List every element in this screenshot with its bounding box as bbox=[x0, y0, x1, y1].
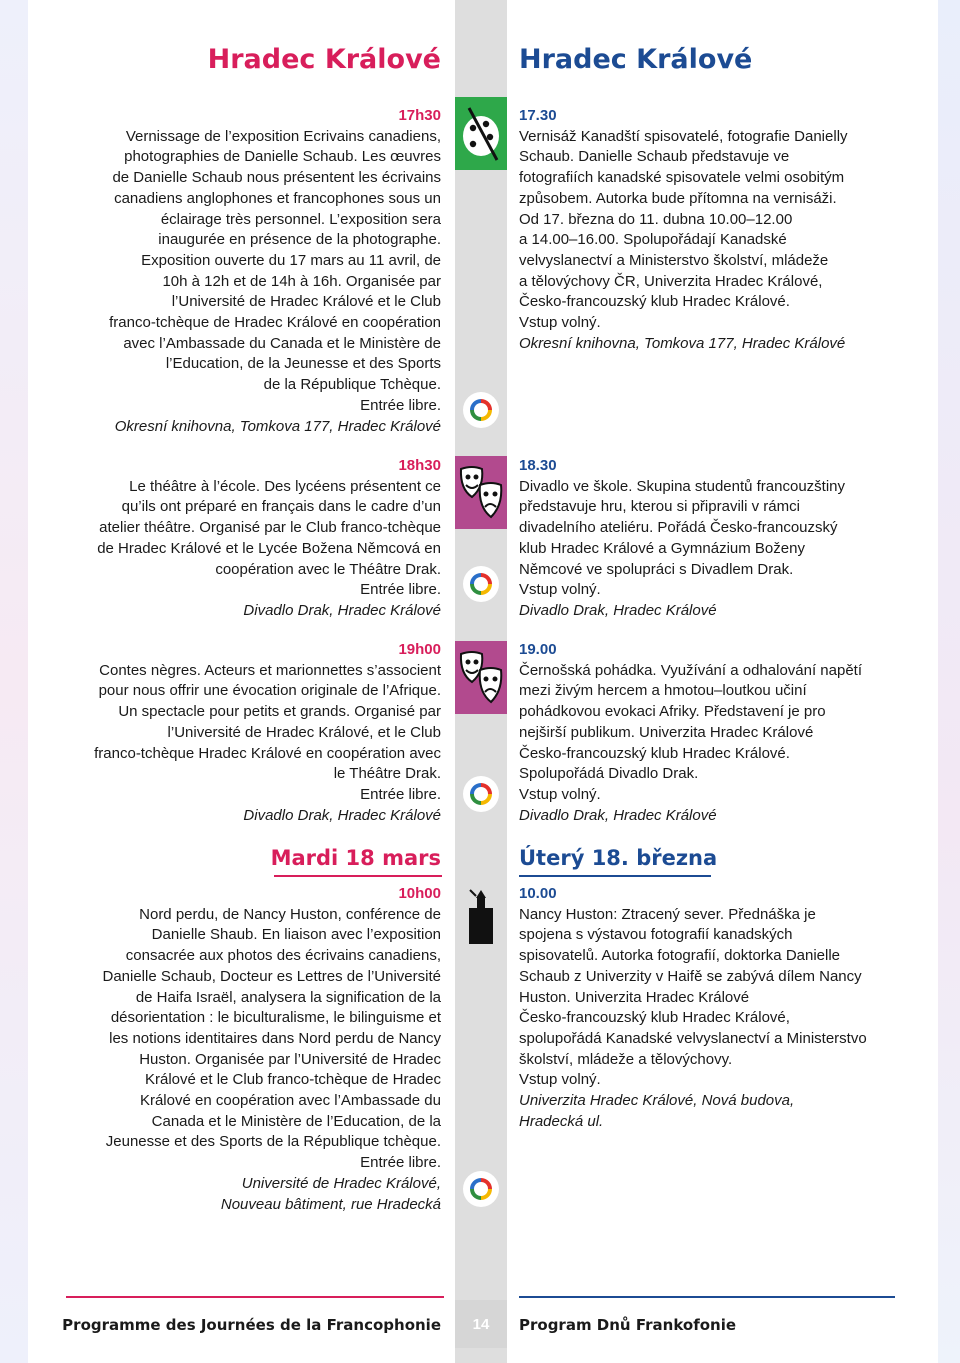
day-underline-left bbox=[274, 875, 442, 877]
event-right bbox=[519, 640, 909, 826]
event-line: qu’ils ont préparé en français dans le cadre d’un bbox=[121, 498, 441, 516]
footer-right-title: Program Dnů Frankofonie bbox=[519, 1316, 737, 1334]
event-line: de Haifa Israël, analysera la signification de la bbox=[135, 988, 441, 1006]
footer-rule-right bbox=[519, 1296, 895, 1298]
event-venue: Nouveau bâtiment, rue Hradecká bbox=[220, 1195, 441, 1213]
event-line: atelier théâtre. Organisé par le Club franco-tchèque bbox=[99, 519, 441, 537]
right-page-margin bbox=[938, 0, 960, 1363]
event-line: Huston. Organisée par l’Université de Hradec bbox=[139, 1050, 441, 1068]
event-line: 10h à 12h et de 14h à 16h. Organisée par bbox=[162, 272, 441, 290]
page-number: 14 bbox=[455, 1300, 507, 1348]
event-line: franco-tchèque Hradec Králové en coopération avec bbox=[94, 744, 441, 762]
event-time: 17h30 bbox=[398, 107, 441, 124]
event-line: Vernissage de l’exposition Ecrivains canadiens, bbox=[125, 127, 441, 145]
event-line: Jeunesse et des Sports de la République tchèque. bbox=[105, 1133, 441, 1151]
event-line: éclairage très personnel. L’exposition sera bbox=[160, 210, 441, 228]
event-venue: Hradecká ul. bbox=[519, 1112, 604, 1130]
page-title-right: Hradec Králové bbox=[519, 44, 753, 75]
event-right bbox=[519, 884, 909, 1132]
page-title-left: Hradec Králové bbox=[207, 44, 441, 75]
event-left bbox=[51, 884, 441, 1215]
event-line: Nord perdu, de Nancy Huston, conférence de bbox=[139, 905, 441, 923]
event-venue: Okresní knihovna, Tomkova 177, Hradec Králové bbox=[114, 417, 441, 435]
event-line: de Hradec Králové et le Lycée Božena Němcová en bbox=[97, 539, 441, 557]
microphone-icon bbox=[455, 882, 507, 950]
event-venue: Divadlo Drak, Hradec Králové bbox=[519, 806, 717, 824]
event-time: 17.30 bbox=[519, 107, 557, 124]
event-line: Černošská pohádka. Využívání a odhalování napětí bbox=[519, 661, 863, 679]
event-line: spojena s výstavou fotografií kanadských bbox=[519, 926, 793, 944]
event-line: les notions identitaires dans Nord perdu de Nancy bbox=[109, 1029, 441, 1047]
event-line: l’Education, de la Jeunesse et des Sports bbox=[165, 355, 441, 373]
event-line: le Théâtre Drak. bbox=[333, 765, 441, 783]
event-line: de la République Tchèque. bbox=[263, 376, 441, 394]
event-venue: Okresní knihovna, Tomkova 177, Hradec Králové bbox=[519, 334, 846, 352]
event-time: 18h30 bbox=[398, 457, 441, 474]
event-line: divadelního ateliéru. Pořádá Česko-francouzský bbox=[519, 519, 838, 537]
event-line: Králové en coopération avec l’Ambassade du bbox=[139, 1092, 441, 1110]
event-line: Exposition ouverte du 17 mars au 11 avril, de bbox=[141, 251, 441, 269]
event-line: a tělovýchovy ČR, Univerzita Hradec Králové, bbox=[519, 272, 823, 290]
event-line: Schaub. Danielle Schaub představuje ve bbox=[519, 148, 790, 166]
event-line: fotografiích kanadské spisovatele velmi osobitým bbox=[519, 169, 845, 187]
footer-rule-left bbox=[66, 1296, 444, 1298]
event-entry: Vstup volný. bbox=[519, 314, 601, 332]
francophonie-logo-icon bbox=[463, 776, 499, 812]
event-line: Un spectacle pour petits et grands. Organisé par bbox=[118, 703, 441, 721]
event-line: l’Université de Hradec Králové, et le Club bbox=[167, 723, 441, 741]
event-line: consacrée aux photos des écrivains canadiens, bbox=[125, 947, 441, 965]
event-venue: Univerzita Hradec Králové, Nová budova, bbox=[519, 1092, 795, 1110]
event-line: Divadlo ve škole. Skupina studentů francouzštiny bbox=[519, 477, 846, 495]
event-left bbox=[61, 106, 441, 437]
event-line: pour nous offrir une évocation originale de l’Afrique. bbox=[98, 682, 441, 700]
event-entry: Entrée libre. bbox=[360, 1154, 441, 1172]
event-time: 18.30 bbox=[519, 457, 557, 474]
event-entry: Entrée libre. bbox=[360, 785, 441, 803]
event-line: Od 17. března do 11. dubna 10.00–12.00 bbox=[519, 210, 793, 228]
event-time: 19.00 bbox=[519, 641, 557, 658]
event-line: pohádkovou evokaci Afriky. Představení je pro bbox=[519, 703, 826, 721]
event-line: Česko-francouzský klub Hradec Králové, bbox=[519, 1009, 790, 1027]
event-line: Česko-francouzský klub Hradec Králové. bbox=[519, 744, 790, 762]
event-line: avec l’Ambassade du Canada et le Ministère de bbox=[123, 334, 441, 352]
event-line: l’Université de Hradec Králové et le Club bbox=[171, 293, 441, 311]
left-page-margin bbox=[0, 0, 28, 1363]
event-line: spisovatelů. Autorka fotografií, doktorka Danielle bbox=[519, 947, 841, 965]
event-entry: Entrée libre. bbox=[360, 396, 441, 414]
event-line: a 14.00–16.00. Spolupořádají Kanadské bbox=[519, 231, 787, 249]
francophonie-logo-icon bbox=[463, 566, 499, 602]
event-time: 19h00 bbox=[398, 641, 441, 658]
francophonie-logo-icon bbox=[463, 1171, 499, 1207]
event-right bbox=[519, 456, 909, 622]
day-heading-right: Úterý 18. března bbox=[519, 846, 718, 870]
event-line: představuje hru, kterou si připravili v rámci bbox=[519, 498, 800, 516]
theater-masks-icon bbox=[455, 641, 507, 714]
theater-masks-icon bbox=[455, 456, 507, 529]
event-line: Nancy Huston: Ztracený sever. Přednáška je bbox=[519, 905, 816, 923]
event-line: coopération avec le Théâtre Drak. bbox=[215, 560, 441, 578]
event-venue: Divadlo Drak, Hradec Králové bbox=[243, 806, 441, 824]
event-venue: Divadlo Drak, Hradec Králové bbox=[519, 601, 717, 619]
event-line: franco-tchèque de Hradec Králové en coopération bbox=[109, 314, 441, 332]
event-line: photographies de Danielle Schaub. Les œuvres bbox=[124, 148, 441, 166]
event-line: Danielle Schaub, Docteur es Lettres de l’Université bbox=[102, 967, 441, 985]
event-line: Králové et le Club franco-tchèque de Hradec bbox=[144, 1071, 441, 1089]
day-heading-left: Mardi 18 mars bbox=[270, 846, 441, 870]
event-line: spolupořádá Kanadské velvyslanectví a Ministerstvo bbox=[519, 1029, 867, 1047]
palette-icon bbox=[455, 100, 507, 167]
event-line: Spolupořádá Divadlo Drak. bbox=[519, 765, 699, 783]
event-entry: Entrée libre. bbox=[360, 581, 441, 599]
event-line: Contes nègres. Acteurs et marionnettes s’associent bbox=[99, 661, 441, 679]
event-line: inaugurée en présence de la photographe. bbox=[158, 231, 441, 249]
event-left bbox=[51, 640, 441, 826]
event-line: canadiens anglophones et francophones sous un bbox=[114, 189, 441, 207]
event-line: Vernisáž Kanadští spisovatelé, fotografie Danielly bbox=[519, 127, 848, 145]
event-line: způsobem. Autorka bude přítomna na vernisáži. bbox=[519, 189, 837, 207]
event-line: désorientation : le biculturalisme, le bilinguisme et bbox=[110, 1009, 441, 1027]
event-line: Le théâtre à l’école. Des lycéens présentent ce bbox=[129, 477, 441, 495]
event-line: nejširší publikum. Univerzita Hradec Králové bbox=[519, 723, 814, 741]
event-entry: Vstup volný. bbox=[519, 1071, 601, 1089]
event-line: školství, mládeže a tělovýchovy. bbox=[519, 1050, 733, 1068]
event-entry: Vstup volný. bbox=[519, 785, 601, 803]
event-time: 10h00 bbox=[398, 885, 441, 902]
event-venue: Divadlo Drak, Hradec Králové bbox=[243, 601, 441, 619]
event-line: de Danielle Schaub nous présentent les écrivains bbox=[112, 169, 441, 187]
event-line: Schaub z Univerzity v Haifě se zabývá dílem Nancy bbox=[519, 967, 862, 985]
footer-left-title: Programme des Journées de la Francophonie bbox=[62, 1316, 441, 1334]
event-line: klub Hradec Králové a Gymnázium Boženy bbox=[519, 539, 805, 557]
event-right bbox=[519, 106, 909, 354]
francophonie-logo-icon bbox=[463, 392, 499, 428]
event-line: velvyslanectví a Ministerstvo školství, mládeže bbox=[519, 251, 829, 269]
event-entry: Vstup volný. bbox=[519, 581, 601, 599]
event-line: Danielle Shaub. En liaison avec l’exposition bbox=[151, 926, 441, 944]
event-line: Česko-francouzský klub Hradec Králové. bbox=[519, 293, 790, 311]
event-left bbox=[51, 456, 441, 622]
event-line: Canada et le Ministère de l’Education, de la bbox=[151, 1112, 441, 1130]
event-time: 10.00 bbox=[519, 885, 557, 902]
event-venue: Université de Hradec Králové, bbox=[241, 1174, 441, 1192]
event-line: mezi živým hercem a hmotou–loutkou učiní bbox=[519, 682, 807, 700]
event-line: Němcové ve spolupráci s Divadlem Drak. bbox=[519, 560, 794, 578]
day-underline-right bbox=[519, 875, 711, 877]
event-line: Huston. Univerzita Hradec Králové bbox=[519, 988, 750, 1006]
